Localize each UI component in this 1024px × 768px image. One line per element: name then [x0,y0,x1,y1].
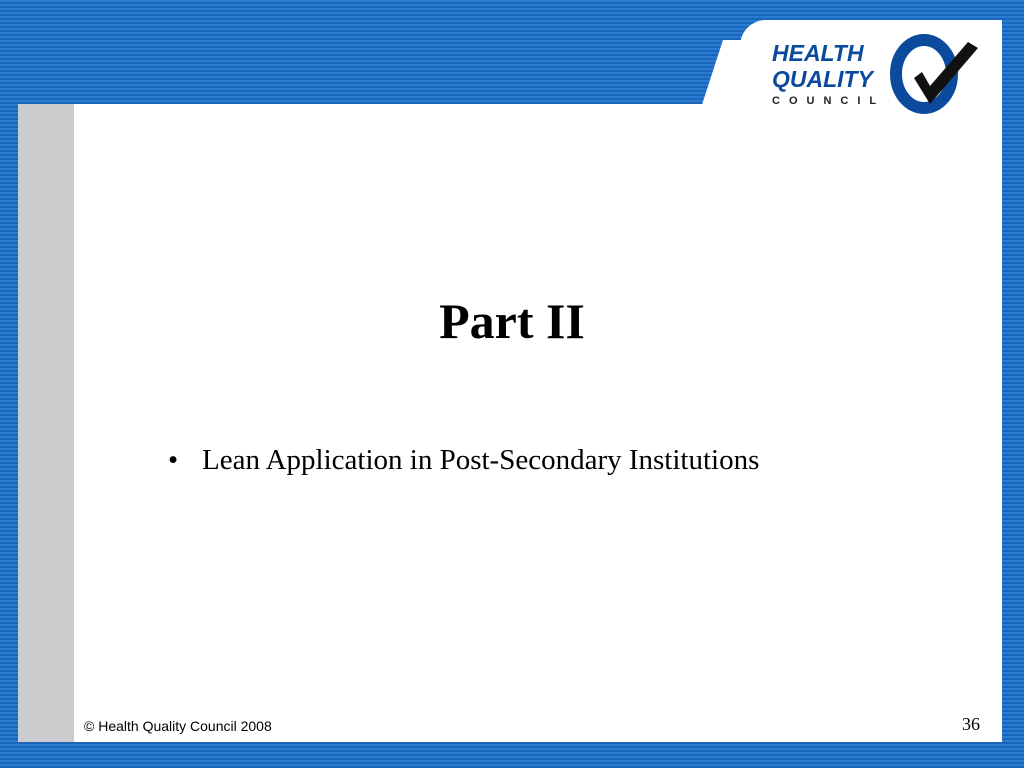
logo-text-health: HEALTH [772,40,864,66]
footer-copyright: © Health Quality Council 2008 [84,718,272,734]
slide-title: Part II [439,293,585,349]
q-checkmark-logo-icon [890,34,986,118]
bullet-text: Lean Application in Post-Secondary Institutions [202,444,760,476]
bullet-item [168,444,759,477]
logo-text-council: COUNCIL [772,95,886,107]
slide-number: 36 [962,714,980,734]
bullet-symbol: • [168,444,179,476]
left-gray-bar [18,104,74,742]
health-quality-council-logo [772,34,992,118]
logo-text-quality: QUALITY [772,66,873,92]
slide-canvas [18,104,1002,742]
